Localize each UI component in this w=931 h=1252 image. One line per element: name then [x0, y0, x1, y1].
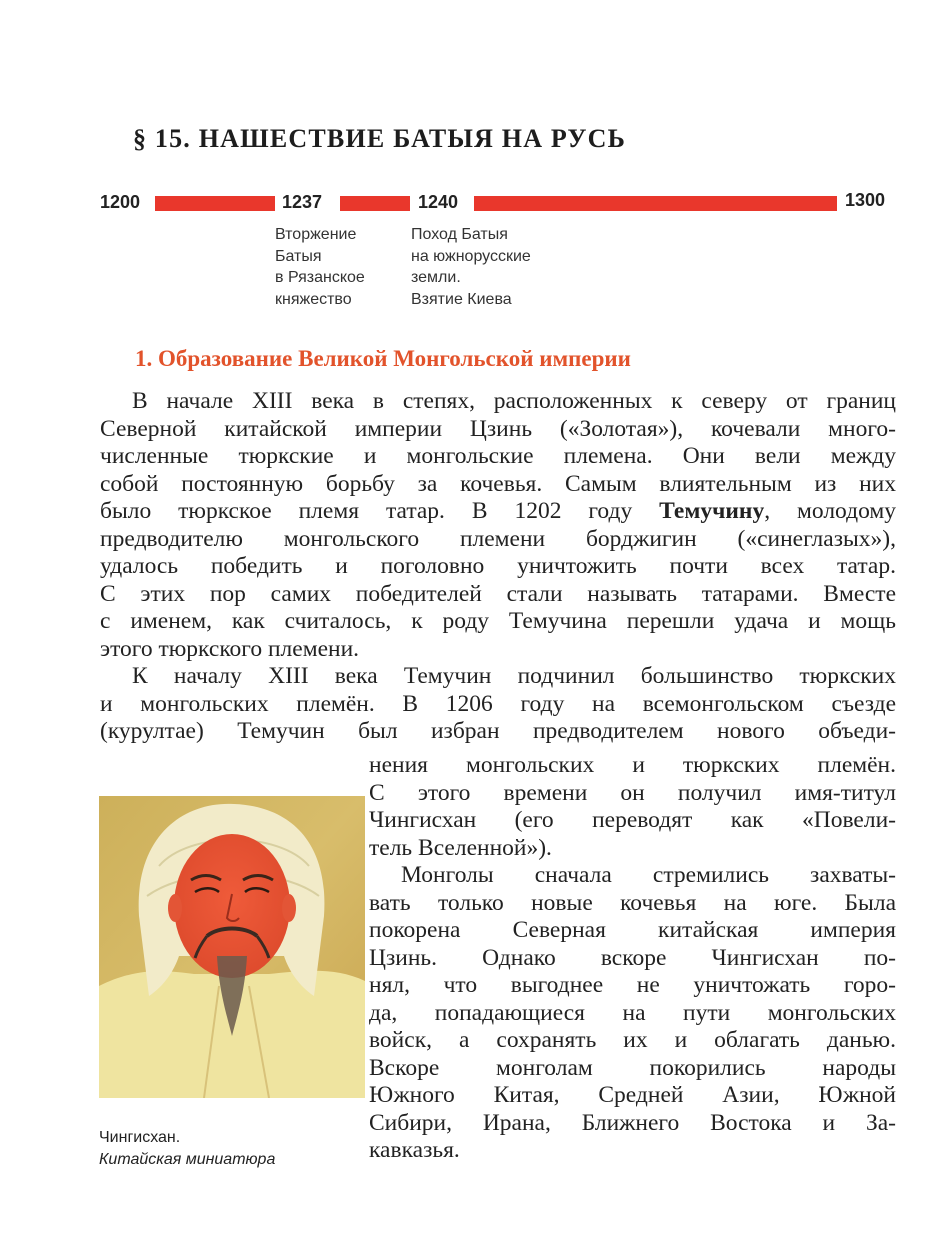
- text-line: кавказья.: [369, 1137, 460, 1163]
- event-line: Вторжение: [275, 226, 357, 243]
- portrait-illustration: [99, 796, 365, 1098]
- text-line: предводителю монгольского племени борджигин («синеглазых»),: [100, 525, 896, 552]
- event-line: на южнорусские: [411, 247, 531, 265]
- event-line: княжество: [275, 290, 352, 308]
- text-line: Северной китайской империи Цзинь («Золотая»), кочевали много-: [100, 415, 896, 442]
- section-heading: 1. Образование Великой Монгольской империи: [135, 346, 631, 371]
- text-line: покорена Северная китайская империя: [369, 917, 896, 943]
- text-line: этого тюркского племени.: [100, 635, 360, 662]
- timeline-event-1237: [275, 224, 365, 310]
- caption-title: Чингисхан.: [99, 1129, 181, 1146]
- timeline-bar-2: [340, 196, 410, 211]
- text-line: Вскоре монголам покорились народы: [369, 1054, 896, 1081]
- text-line: Монголы сначала стремились захваты-: [401, 862, 896, 888]
- text-line: С этих пор самих победителей стали называть татарами. Вместе: [100, 580, 896, 607]
- text-line: с именем, как считалось, к роду Темучина перешли удача и мощь: [100, 608, 896, 634]
- text-line: В начале XIII века в степях, расположенных к северу от границ: [132, 388, 896, 414]
- text-line: тель Вселенной»).: [369, 834, 552, 861]
- timeline-year-1300: 1300: [845, 190, 886, 210]
- caption-subtitle: Китайская миниатюра: [99, 1151, 276, 1168]
- text-line: (курултае) Темучин был избран предводителем нового объеди-: [100, 718, 896, 744]
- body-text: [100, 388, 896, 746]
- text-line-with-bold: [100, 498, 896, 526]
- figure-caption: [99, 1127, 275, 1171]
- text-line: численные тюркские и монгольские племена. Они вели между: [100, 443, 896, 469]
- text-line: и монгольских племён. В 1206 году на всемонгольском съезде: [100, 690, 896, 717]
- text-line: К началу XIII века Темучин подчинил большинство тюркских: [132, 663, 896, 689]
- body-text-right-column: [369, 752, 896, 1165]
- text-line: Цзинь. Однако вскоре Чингисхан по-: [369, 944, 896, 971]
- text-line: Сибири, Ирана, Ближнего Востока и За-: [369, 1109, 896, 1136]
- text-line: С этого времени он получил имя-титул: [369, 779, 896, 806]
- event-line: Поход Батыя: [411, 226, 508, 243]
- genghis-khan-portrait: [99, 796, 365, 1098]
- bold-name: Темучину: [659, 498, 765, 524]
- text-line: вать только новые кочевья на юге. Была: [369, 889, 896, 916]
- text-fragment: было тюркское племя татар. В 1202 году: [100, 498, 660, 524]
- text-line: войск, а сохранять их и облагать данью.: [369, 1027, 896, 1053]
- timeline-year-1200: 1200: [100, 192, 141, 212]
- text-line: нял, что выгоднее не уничтожать горо-: [369, 972, 896, 998]
- event-line: Взятие Киева: [411, 290, 512, 308]
- text-line: удалось победить и поголовно уничтожить почти всех татар.: [100, 553, 896, 579]
- text-line: нения монгольских и тюркских племён.: [369, 752, 896, 778]
- timeline-bar-1: [155, 196, 275, 211]
- timeline-bar-3: [474, 196, 837, 211]
- timeline-year-1240: 1240: [418, 192, 459, 212]
- timeline-event-1240: [411, 224, 531, 310]
- text-line: да, попадающиеся на пути монгольских: [369, 999, 896, 1026]
- page-title: § 15. НАШЕСТВИЕ БАТЫЯ НА РУСЬ: [133, 124, 626, 153]
- event-line: земли.: [411, 269, 461, 286]
- event-line: Батыя: [275, 247, 322, 265]
- text-line: собой постоянную борьбу за кочевья. Самым влиятельным из них: [100, 470, 896, 497]
- text-line: Чингисхан (его переводят как «Повели-: [369, 807, 896, 833]
- text-line: Южного Китая, Средней Азии, Южной: [369, 1082, 896, 1108]
- timeline-year-1237: 1237: [282, 192, 323, 212]
- text-fragment: , молодому: [764, 498, 896, 524]
- event-line: в Рязанское: [275, 269, 365, 286]
